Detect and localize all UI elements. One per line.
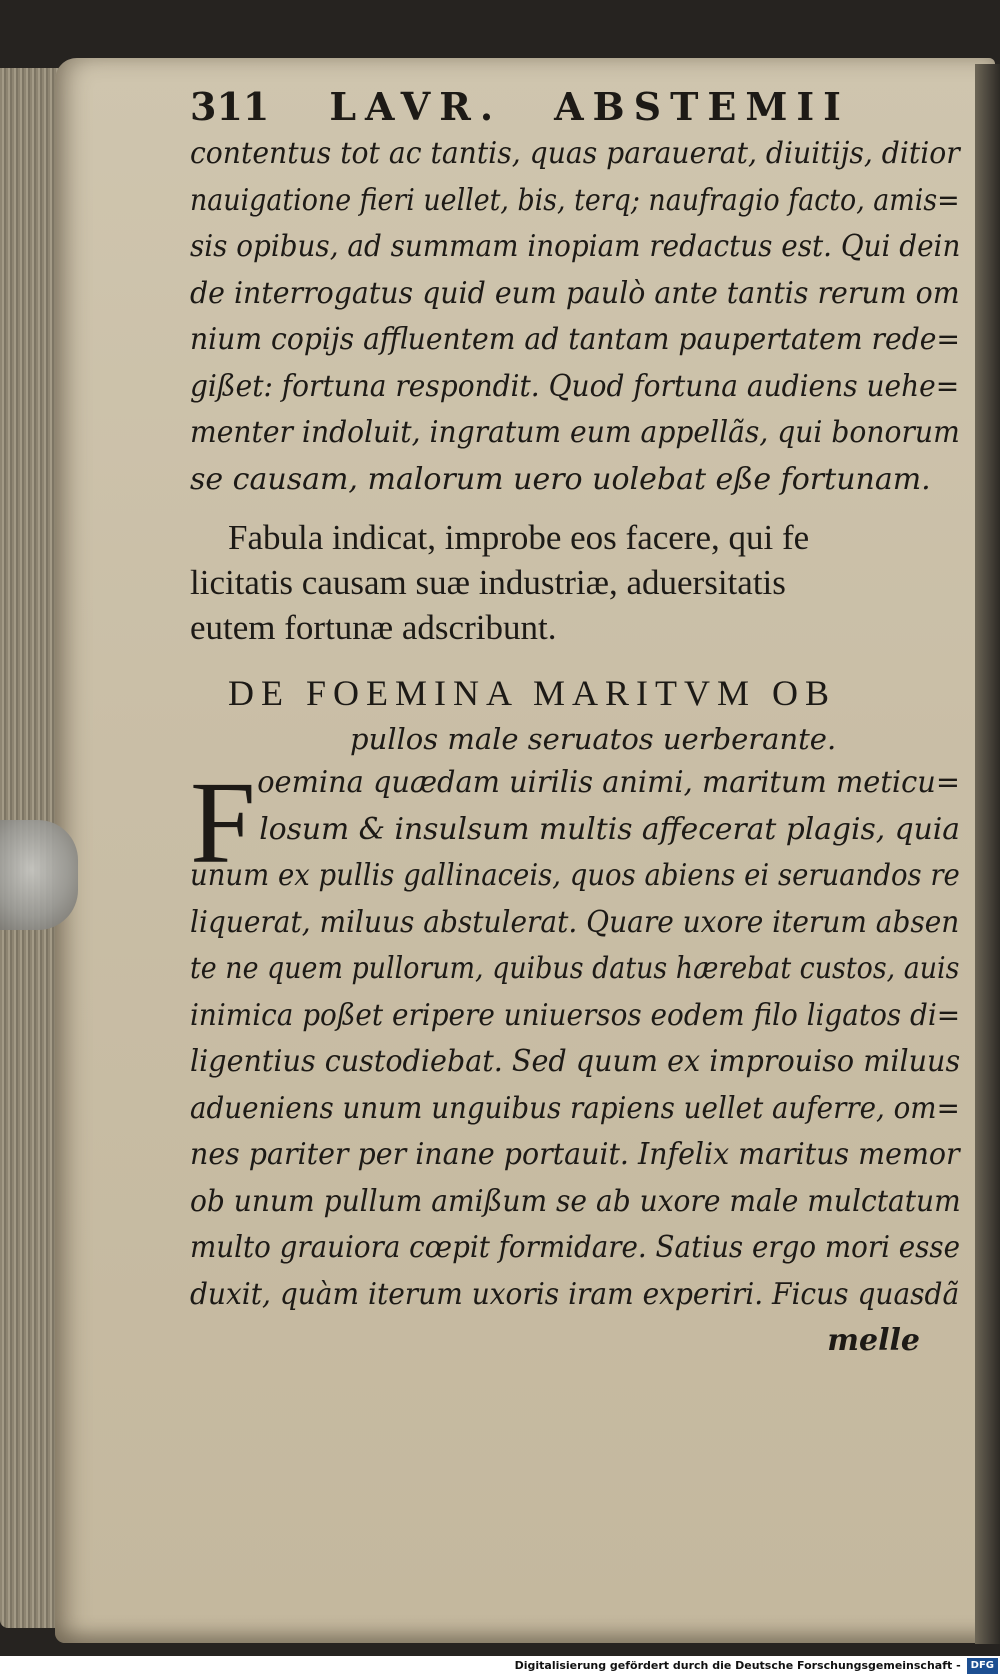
text-line: te ne quem pullorum, quibus datus hærebat custos, auis [190,951,960,986]
text-line: nes pariter per inane portauit. Infelix maritus memor [190,1137,960,1172]
drop-capital: F [190,757,256,888]
fable-moral [190,515,950,650]
text-line: liquerat, miluus abstulerat. Quare uxore iterum absen [190,904,960,940]
text-line: gißet: fortuna respondit. Quod fortuna audiens uehe= [190,368,960,404]
text-line: sis opibus, ad summam inopiam redactus est. Qui dein [190,229,961,264]
digitization-footer [0,1656,1000,1676]
text-line: losum & insulsum multis affecerat plagis, quia [259,811,960,847]
binding-shadow [975,64,1000,1644]
page-number: 311 [190,84,270,129]
text-line: adueniens unum unguibus rapiens uellet auferre, om= [190,1090,960,1126]
text-line: unum ex pullis gallinaceis, quos abiens ei seruandos re [190,858,960,893]
text-line: oemina quædam uirilis animi, maritum meticu= [257,765,960,800]
fable-title: DE FOEMINA MARITVM OB [228,673,837,713]
moral-line: Fabula indicat, improbe eos facere, qui fe [228,518,810,557]
running-head [190,84,950,129]
running-head-word-1: LAVR. [329,84,503,129]
page-text [190,84,961,1365]
fable-conclusion [190,131,961,503]
metal-clasp [0,820,78,930]
fable-subtitle: pullos male seruatos uerberante. [350,722,837,756]
running-head-word-2: ABSTEMII [554,84,850,129]
footer-credit: Digitalisierung gefördert durch die Deutsche Forschungsgemeinschaft - [514,1659,961,1672]
text-line: nauigatione fieri uellet, bis, terq; naufragio facto, amis= [190,182,960,218]
text-line: inimica poßet eripere uniuersos eodem filo ligatos di= [190,997,961,1033]
text-line: de interrogatus quid eum paulò ante tantis rerum om [190,275,960,311]
text-line: duxit, quàm iterum uxoris iram experiri. Ficus quasdã [190,1276,960,1312]
text-line: se causam, malorum uero uolebat eße fortunam. [190,461,931,497]
moral-line: eutem fortunæ adscribunt. [190,608,557,647]
dfg-logo: DFG [967,1658,998,1674]
text-line: ob unum pullum amißum se ab uxore male mulctatum [190,1183,961,1219]
catchword: melle [827,1323,920,1358]
fable-body [190,757,961,1365]
moral-line: licitatis causam suæ industriæ, aduersitatis [190,563,786,602]
text-line: multo grauiora cœpit formidare. Satius ergo mori esse [190,1230,961,1265]
text-line: menter indoluit, ingratum eum appellãs, qui bonorum [190,415,960,450]
text-line: contentus tot ac tantis, quas parauerat, diuitijs, ditior [190,136,960,171]
text-line: nium copijs affluentem ad tantam paupertatem rede= [190,322,961,357]
text-line: ligentius custodiebat. Sed quum ex improuiso miluus [190,1044,961,1079]
